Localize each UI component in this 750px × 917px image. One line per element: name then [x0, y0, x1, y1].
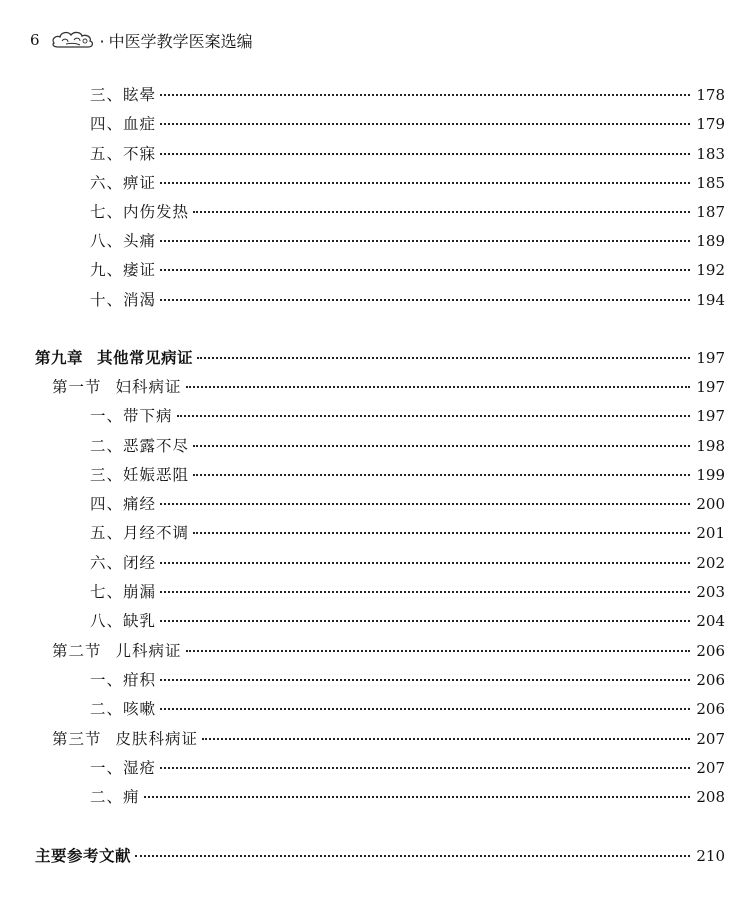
toc-entry-title: 咳嗽 — [123, 700, 157, 718]
toc-entry — [0, 756, 725, 782]
toc-entry-label — [90, 200, 189, 222]
toc-page-number: 183 — [696, 145, 725, 163]
toc-entry-title: 内伤发热 — [123, 203, 190, 221]
toc-page-number: 199 — [696, 466, 725, 484]
toc-page-number: 189 — [696, 232, 725, 250]
toc-entry-label — [90, 83, 156, 105]
toc-entry — [0, 434, 725, 460]
toc-entry — [0, 171, 725, 197]
toc-entry-label — [90, 258, 156, 280]
toc-page-number: 208 — [696, 788, 725, 806]
toc-entry-title: 恶露不尽 — [123, 437, 190, 455]
dot-leader — [193, 532, 690, 534]
toc-entry-title: 痹证 — [123, 174, 157, 192]
toc-entry-title: 疳积 — [123, 671, 157, 689]
toc-entry-number: 三、 — [90, 86, 124, 104]
dot-leader — [193, 445, 690, 447]
toc-entry-title: 痛经 — [123, 495, 157, 513]
toc-entry-number: 四、 — [90, 115, 124, 133]
toc-entry-title: 儿科病证 — [115, 642, 182, 660]
toc-entry-title: 缺乳 — [123, 612, 157, 630]
toc-entry-label — [90, 288, 156, 310]
toc-entry-label — [35, 346, 193, 368]
toc-entry-title: 月经不调 — [123, 524, 190, 542]
toc-page-number: 178 — [696, 86, 725, 104]
toc-entry-label — [90, 521, 189, 543]
toc-entry-number: 第二节 — [52, 642, 102, 660]
toc-entry — [0, 609, 725, 635]
toc-entry-label — [90, 434, 189, 456]
toc-entry-number: 七、 — [90, 583, 124, 601]
toc-entry-title: 皮肤科病证 — [115, 730, 199, 748]
toc-page-number: 179 — [696, 115, 725, 133]
toc-entry — [0, 258, 725, 284]
toc-entry-label — [52, 639, 182, 661]
dot-leader — [193, 211, 690, 213]
toc-page-number: 197 — [696, 407, 725, 425]
toc-entry-title: 痈 — [123, 788, 140, 806]
toc-entry — [0, 785, 725, 811]
toc-entry-title: 妇科病证 — [115, 378, 182, 396]
toc-entry-number: 七、 — [90, 203, 124, 221]
toc-entry-label — [90, 551, 156, 573]
toc-page-number: 185 — [696, 174, 725, 192]
toc-entry-number: 四、 — [90, 495, 124, 513]
toc-entry — [0, 551, 725, 577]
toc-entry-number: 三、 — [90, 466, 124, 484]
toc-entry-label — [90, 668, 156, 690]
toc-entry-title: 带下病 — [123, 407, 173, 425]
dot-leader — [186, 650, 691, 652]
dot-leader — [160, 503, 690, 505]
toc-entry-label — [90, 492, 156, 514]
toc-entry-label — [90, 756, 156, 778]
page-number: 6 — [30, 31, 40, 49]
toc-entry-label — [90, 697, 156, 719]
toc-entry-label — [90, 580, 156, 602]
toc-entry-label — [90, 229, 156, 251]
toc-entry — [0, 697, 725, 723]
toc-entry — [0, 200, 725, 226]
toc-entry — [0, 668, 725, 694]
toc-entry — [0, 492, 725, 518]
dot-leader — [160, 240, 690, 242]
toc-entry-label — [90, 404, 173, 426]
toc-entry-label — [90, 463, 189, 485]
toc-entry-label — [52, 375, 182, 397]
toc-entry-number: 二、 — [90, 700, 124, 718]
toc-page-number: 203 — [696, 583, 725, 601]
toc-entry-number: 第九章 — [35, 349, 84, 367]
toc-entry-title: 其他常见病证 — [97, 349, 194, 367]
toc-entry-number: 二、 — [90, 788, 124, 806]
toc-page-number: 206 — [696, 671, 725, 689]
toc-entry-title: 消渴 — [123, 291, 157, 309]
toc-page-number: 202 — [696, 554, 725, 572]
toc-entry — [0, 346, 725, 372]
toc-entry-title: 主要参考文献 — [35, 847, 132, 865]
toc-entry-title: 崩漏 — [123, 583, 157, 601]
toc-entry-label — [90, 609, 156, 631]
toc-entry — [0, 639, 725, 665]
dot-leader — [197, 357, 690, 359]
dot-leader — [160, 94, 690, 96]
dot-leader — [160, 708, 690, 710]
toc-page-number: 198 — [696, 437, 725, 455]
toc-entry-number: 六、 — [90, 174, 124, 192]
toc-page-number: 207 — [696, 730, 725, 748]
toc-page-number: 207 — [696, 759, 725, 777]
toc-entry-number: 五、 — [90, 145, 124, 163]
toc-entry-title: 痿证 — [123, 261, 157, 279]
toc-entry-number: 八、 — [90, 232, 124, 250]
dot-leader — [144, 796, 691, 798]
toc-entry-title: 头痛 — [123, 232, 157, 250]
dot-leader — [193, 474, 690, 476]
toc-entry — [0, 112, 725, 138]
toc-entry-number: 九、 — [90, 261, 124, 279]
toc-entry-label — [52, 727, 198, 749]
dot-leader — [160, 767, 690, 769]
dot-leader — [135, 855, 690, 857]
toc-entry-number: 六、 — [90, 554, 124, 572]
dot-leader — [160, 591, 690, 593]
toc-entry-number: 一、 — [90, 407, 124, 425]
toc-entry-number: 二、 — [90, 437, 124, 455]
dot-leader — [160, 153, 690, 155]
toc-page-number: 206 — [696, 642, 725, 660]
dot-leader — [160, 620, 690, 622]
dot-leader — [160, 562, 690, 564]
dot-leader — [186, 386, 691, 388]
toc-page-number: 197 — [696, 378, 725, 396]
dot-leader — [202, 738, 690, 740]
toc-entry-label — [90, 171, 156, 193]
book-title: · 中医学教学医案选编 — [99, 31, 253, 51]
dot-leader — [177, 415, 691, 417]
toc-entry — [0, 404, 725, 430]
toc-page-number: 197 — [696, 349, 725, 367]
toc-entry — [0, 844, 725, 870]
toc-page-number: 210 — [696, 847, 725, 865]
toc-page-number: 200 — [696, 495, 725, 513]
toc-entry-title: 妊娠恶阻 — [123, 466, 190, 484]
toc-entry-title: 闭经 — [123, 554, 157, 572]
toc-entry — [0, 142, 725, 168]
toc-entry-number: 十、 — [90, 291, 124, 309]
dot-leader — [160, 182, 690, 184]
toc-page-number: 201 — [696, 524, 725, 542]
dot-leader — [160, 679, 690, 681]
toc-page-number: 187 — [696, 203, 725, 221]
dot-leader — [160, 123, 690, 125]
toc-entry-title: 不寐 — [123, 145, 157, 163]
toc-entry — [0, 288, 725, 314]
toc-entry-number: 一、 — [90, 671, 124, 689]
toc-entry — [0, 727, 725, 753]
toc-entry-title: 湿疮 — [123, 759, 157, 777]
toc-entry-label — [35, 844, 131, 866]
toc-page-number: 192 — [696, 261, 725, 279]
dot-leader — [160, 269, 690, 271]
toc-page-number: 194 — [696, 291, 725, 309]
toc-entry-number: 五、 — [90, 524, 124, 542]
toc-entry — [0, 375, 725, 401]
toc-entry-title: 血症 — [123, 115, 157, 133]
toc-entry-number: 八、 — [90, 612, 124, 630]
toc-page-number: 206 — [696, 700, 725, 718]
toc-entry-label — [90, 142, 156, 164]
toc-entry-number: 一、 — [90, 759, 124, 777]
toc-entry — [0, 229, 725, 255]
toc-entry-number: 第一节 — [52, 378, 102, 396]
toc-page-number: 204 — [696, 612, 725, 630]
toc-entry — [0, 521, 725, 547]
dot-leader — [160, 299, 690, 301]
toc-entry-number: 第三节 — [52, 730, 102, 748]
toc-entry — [0, 580, 725, 606]
toc-entry — [0, 83, 725, 109]
toc-entry — [0, 463, 725, 489]
toc-entry-label — [90, 112, 156, 134]
toc-entry-label — [90, 785, 140, 807]
toc-entry-title: 眩晕 — [123, 86, 157, 104]
